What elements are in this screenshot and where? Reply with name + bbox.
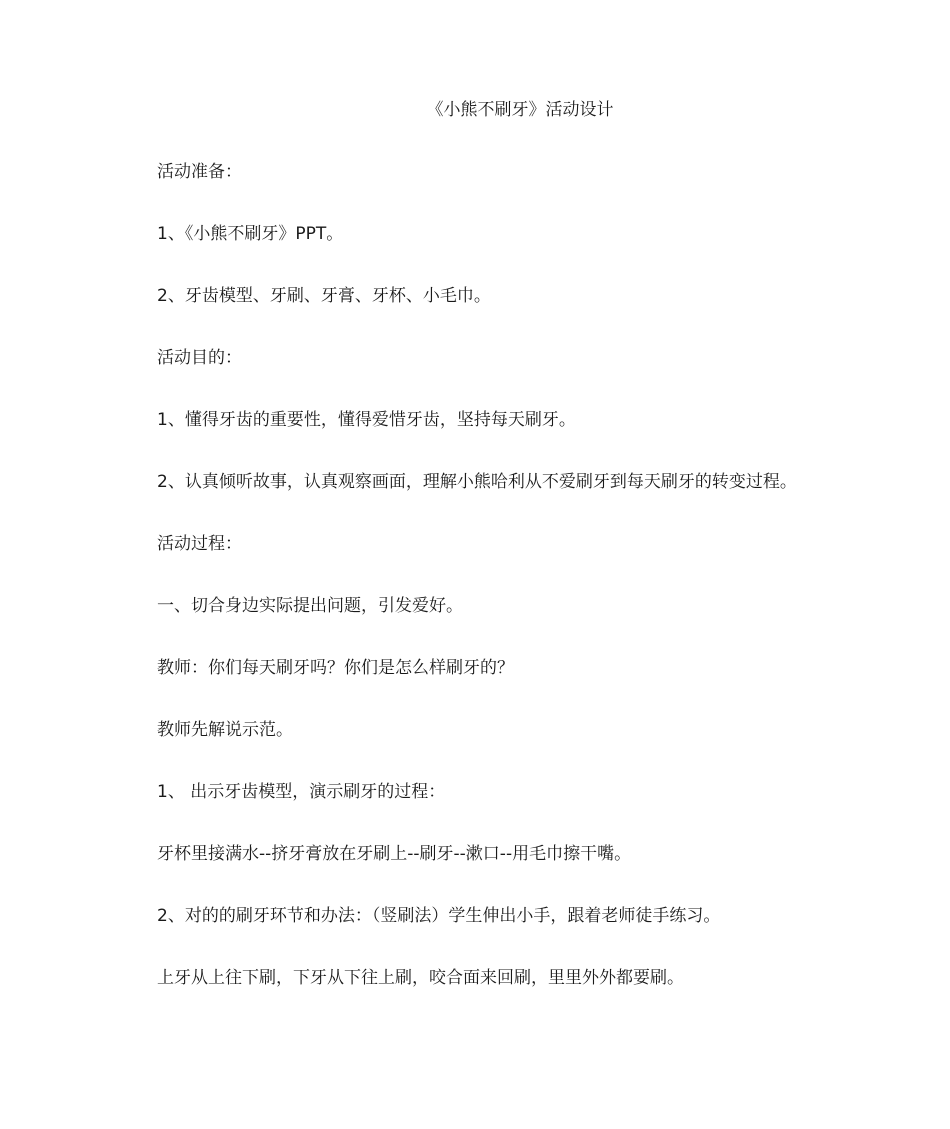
paragraph: 教师：你们每天刷牙吗？你们是怎么样刷牙的？ <box>157 658 514 678</box>
paragraph: 教师先解说示范。 <box>157 720 293 740</box>
section-heading-preparation: 活动准备： <box>157 162 242 182</box>
document-body <box>157 160 857 1028</box>
paragraph: 1、 出示牙齿模型，演示刷牙的过程： <box>157 782 446 802</box>
paragraph: 1、《小熊不刷牙》PPT。 <box>157 224 344 244</box>
section-heading-goals: 活动目的： <box>157 348 242 368</box>
paragraph: 1、懂得牙齿的重要性，懂得爱惜牙齿，坚持每天刷牙。 <box>157 410 576 430</box>
document-title: 《小熊不刷牙》活动设计 <box>426 100 614 120</box>
paragraph: 2、对的的刷牙环节和办法：（竖刷法）学生伸出小手，跟着老师徒手练习。 <box>157 906 721 926</box>
paragraph: 上牙从上往下刷，下牙从下往上刷，咬合面来回刷，里里外外都要刷。 <box>157 968 684 988</box>
paragraph: 2、认真倾听故事，认真观察画面，理解小熊哈利从不爱刷牙到每天刷牙的转变过程。 <box>157 472 797 492</box>
paragraph: 牙杯里接满水--挤牙膏放在牙刷上--刷牙--漱口--用毛巾擦干嘴。 <box>157 844 632 864</box>
paragraph: 2、牙齿模型、牙刷、牙膏、牙杯、小毛巾。 <box>157 286 491 306</box>
section-heading-process: 活动过程： <box>157 534 242 554</box>
paragraph: 一、切合身边实际提出问题，引发爱好。 <box>157 596 463 616</box>
